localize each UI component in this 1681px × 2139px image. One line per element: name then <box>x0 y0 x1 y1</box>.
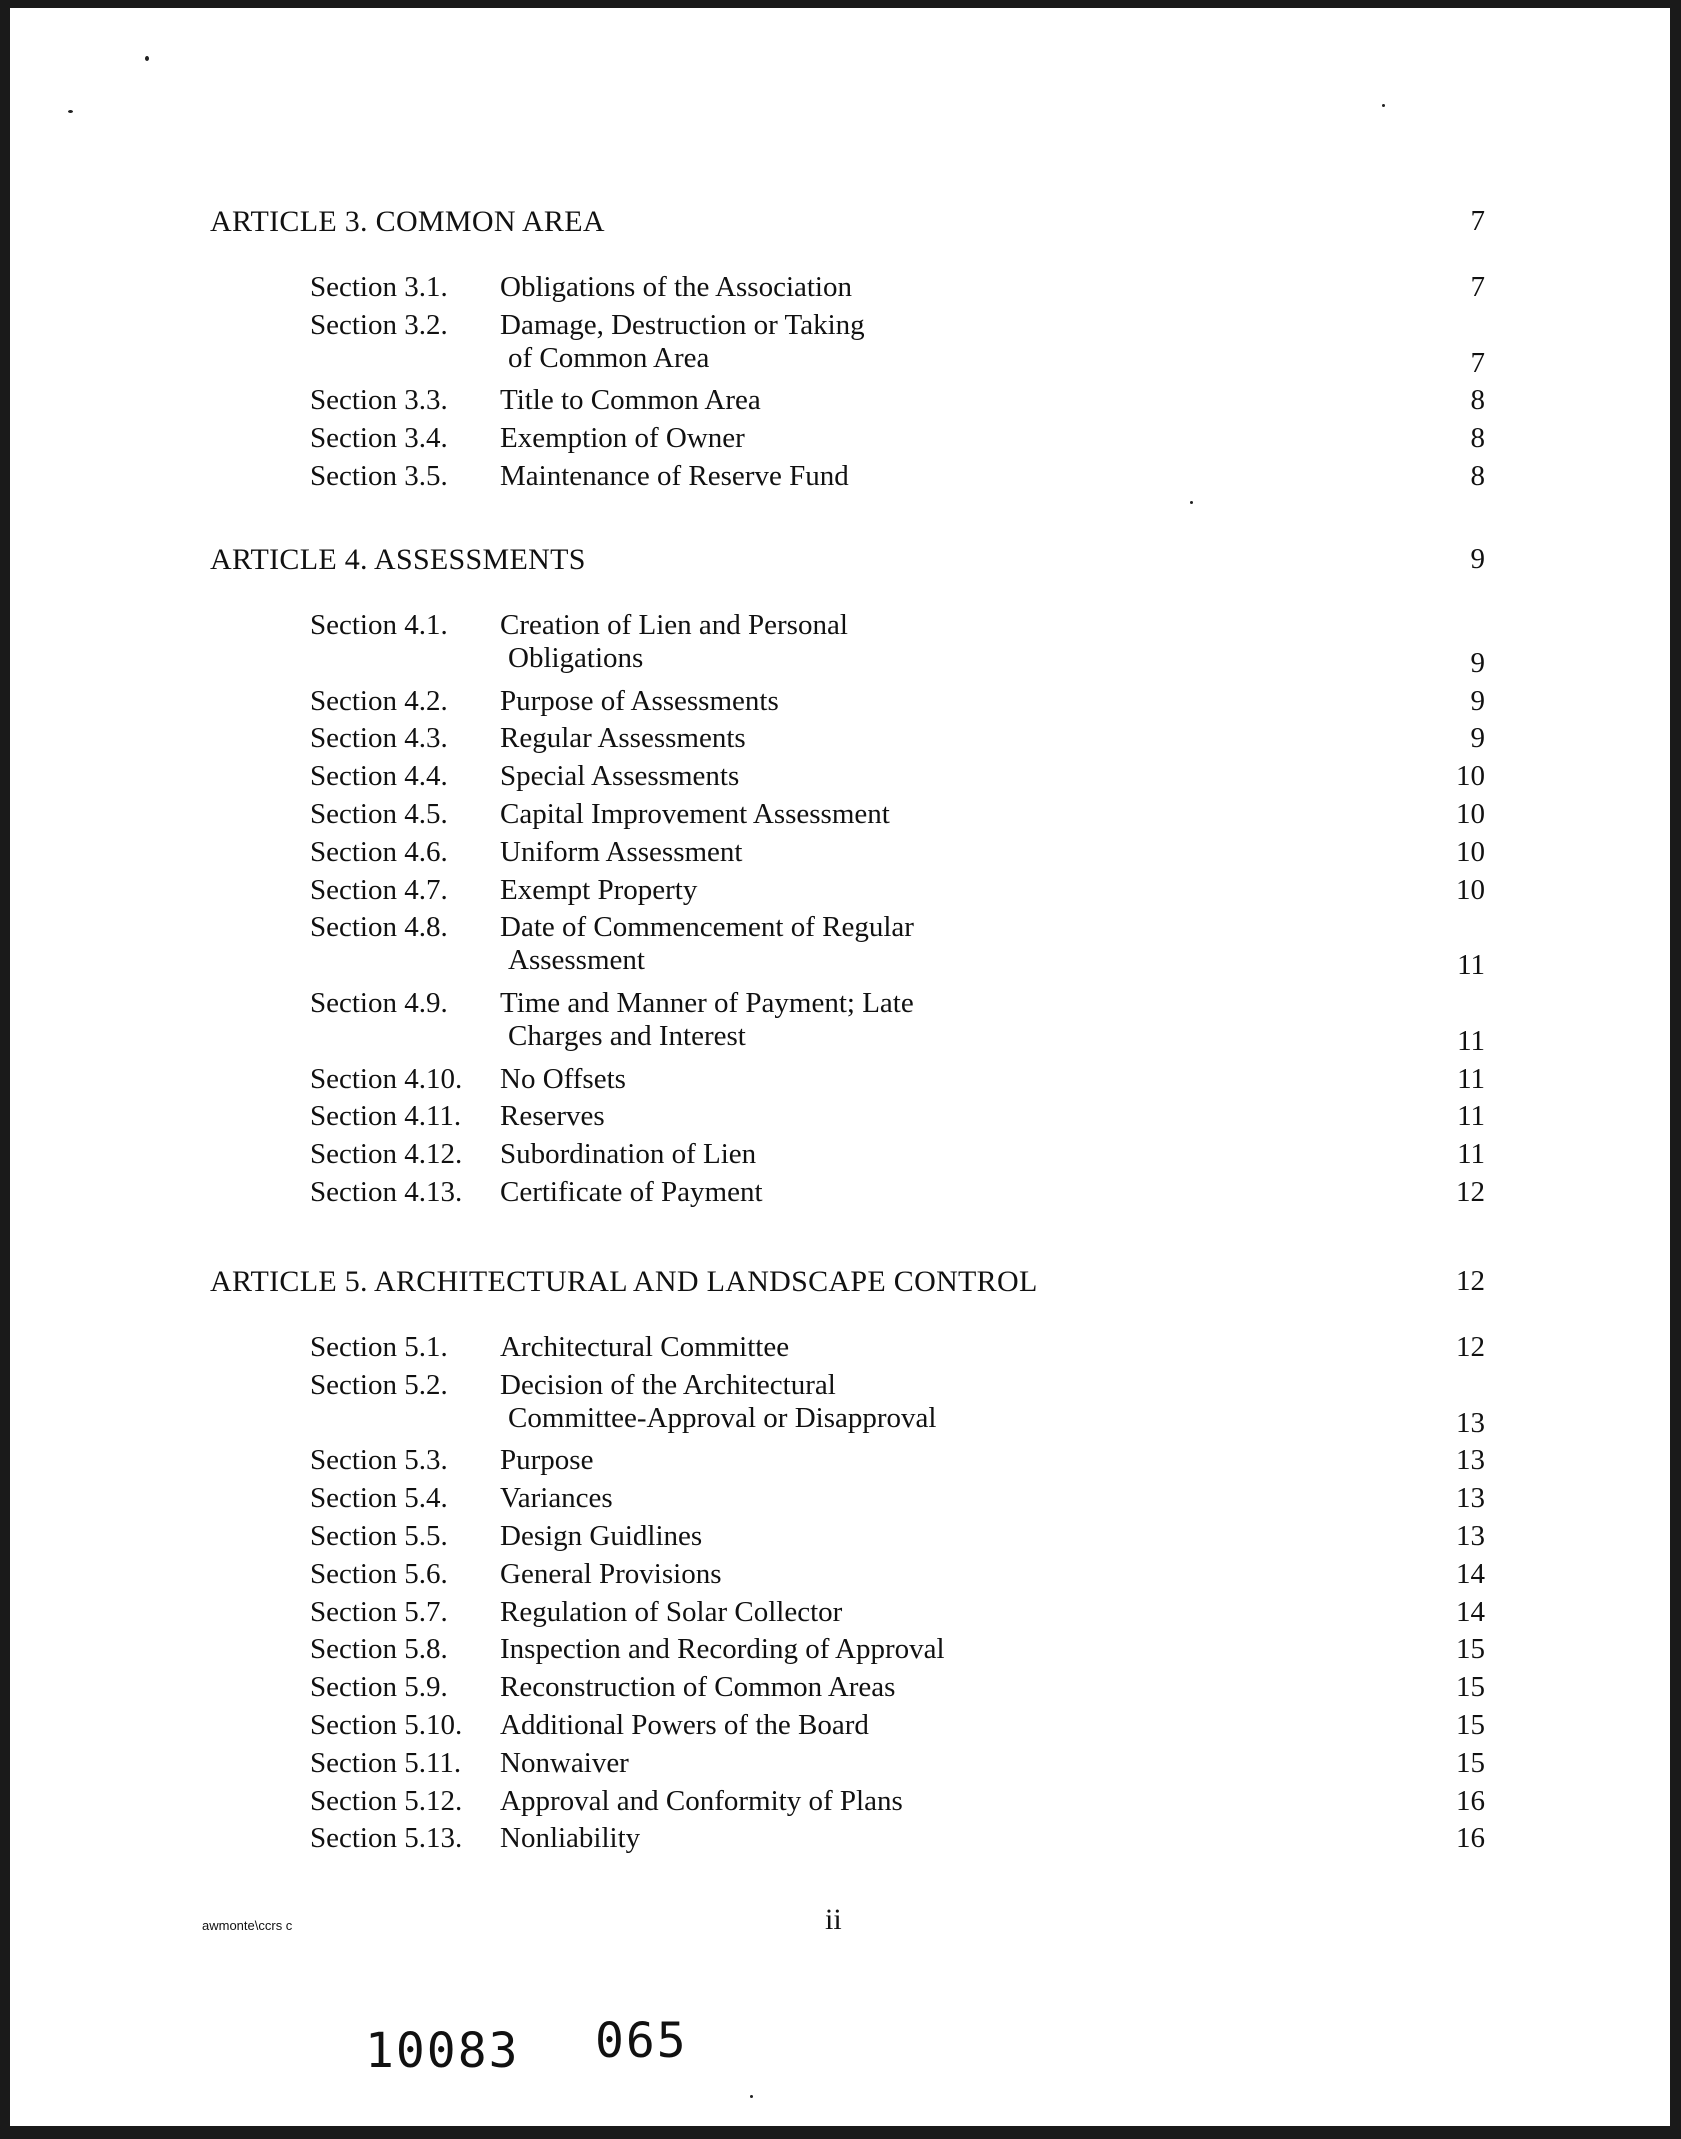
section-page-number: 12 <box>1456 1176 1485 1208</box>
section-title <box>500 1671 895 1704</box>
section-title <box>500 1331 789 1364</box>
section-page-number: 11 <box>1457 1138 1485 1171</box>
section-title-line: General Provisions <box>500 1557 722 1590</box>
footer-file-reference: awmonte\ccrs c <box>202 1918 293 1933</box>
section-page-number: 8 <box>1470 460 1485 492</box>
section-label: Section 4.6. <box>310 835 448 868</box>
section-page-number: 9 <box>1470 684 1485 717</box>
scan-speck <box>1190 501 1193 504</box>
section-label: Section 4.2. <box>310 684 448 717</box>
section-page-number: 13 <box>1456 1444 1485 1477</box>
section-title <box>500 1709 869 1742</box>
section-title <box>500 1633 945 1666</box>
section-page-number: 11 <box>1457 1024 1485 1057</box>
section-title <box>500 1520 702 1553</box>
section-label: Section 4.1. <box>310 609 448 641</box>
section-title-line: Regulation of Solar Collector <box>500 1595 843 1628</box>
article-page-number: 9 <box>1470 543 1485 575</box>
section-page-number: 11 <box>1457 949 1485 982</box>
document-page <box>10 8 1670 2126</box>
section-page-number: 13 <box>1456 1482 1485 1515</box>
section-title-line: Maintenance of Reserve Fund <box>500 460 849 492</box>
article-heading: ARTICLE 4. ASSESSMENTS <box>210 543 586 576</box>
section-title-line: Title to Common Area <box>500 384 761 417</box>
section-label: Section 5.9. <box>310 1671 448 1704</box>
section-title-line: Reconstruction of Common Areas <box>500 1671 896 1704</box>
section-label: Section 5.6. <box>310 1557 448 1590</box>
section-page-number: 8 <box>1470 422 1485 455</box>
section-title <box>500 1100 605 1133</box>
section-label: Section 4.7. <box>310 873 448 906</box>
section-title-line: Purpose of Assessments <box>500 684 779 717</box>
section-title-line: Obligations <box>508 642 644 674</box>
section-title-line: Variances <box>500 1482 613 1515</box>
section-page-number: 10 <box>1456 873 1485 906</box>
section-label: Section 4.3. <box>310 722 448 755</box>
section-label: Section 5.2. <box>310 1368 448 1401</box>
section-title-line: Regular Assessments <box>500 722 746 755</box>
section-title <box>500 1063 626 1096</box>
section-page-number: 15 <box>1456 1671 1485 1704</box>
section-title-line: Committee-Approval or Disapproval <box>508 1401 937 1434</box>
section-title <box>500 1785 903 1818</box>
section-label: Section 5.11. <box>310 1746 462 1779</box>
section-label: Section 5.8. <box>310 1633 448 1666</box>
section-label: Section 5.5. <box>310 1520 448 1552</box>
section-label: Section 5.10. <box>310 1709 463 1741</box>
section-title <box>500 422 745 455</box>
section-title <box>500 1558 722 1591</box>
section-label: Section 4.5. <box>310 798 448 830</box>
section-title <box>500 874 697 907</box>
section-title-line: Purpose <box>500 1444 594 1477</box>
section-page-number: 10 <box>1456 760 1485 793</box>
section-title <box>500 1596 842 1629</box>
section-page-number: 10 <box>1456 835 1485 868</box>
section-title-line: Charges and Interest <box>508 1020 746 1052</box>
section-title <box>500 384 761 417</box>
section-page-number: 13 <box>1456 1406 1485 1439</box>
section-title-line: Nonwaiver <box>500 1746 629 1779</box>
article-page-number: 7 <box>1470 205 1485 237</box>
section-label: Section 5.12. <box>310 1784 463 1817</box>
section-title-line: Obligations of the Association <box>500 271 852 303</box>
section-page-number: 16 <box>1456 1822 1485 1855</box>
scan-speck <box>1382 104 1385 107</box>
section-label: Section 4.12. <box>310 1138 463 1171</box>
section-title-line: Nonliability <box>500 1822 641 1855</box>
section-title-line: Subordination of Lien <box>500 1138 757 1171</box>
section-title <box>500 722 746 755</box>
section-title <box>500 685 779 718</box>
section-page-number: 12 <box>1456 1331 1485 1363</box>
section-title <box>500 760 739 793</box>
section-label: Section 4.10. <box>310 1062 463 1095</box>
section-title <box>500 987 914 1053</box>
stamp-number-left: 10083 <box>365 2023 520 2079</box>
scan-speck <box>750 2095 753 2098</box>
section-title <box>500 1176 763 1209</box>
footer-page-number: ii <box>825 1903 842 1936</box>
section-title-line: Approval and Conformity of Plans <box>500 1784 903 1817</box>
section-title-line: Architectural Committee <box>500 1331 790 1363</box>
section-title-line: Reserves <box>500 1100 605 1133</box>
article-heading: ARTICLE 5. ARCHITECTURAL AND LANDSCAPE CONTROL <box>210 1265 1038 1298</box>
section-page-number: 9 <box>1470 646 1485 679</box>
section-page-number: 7 <box>1470 346 1485 379</box>
section-title-line: No Offsets <box>500 1062 626 1095</box>
section-label: Section 5.3. <box>310 1444 448 1477</box>
section-title-line: Design Guidlines <box>500 1520 703 1552</box>
section-title-line: Inspection and Recording of Approval <box>500 1633 945 1666</box>
section-title <box>500 1138 756 1171</box>
section-title-line: Creation of Lien and Personal <box>500 609 848 641</box>
section-label: Section 4.9. <box>310 987 448 1019</box>
section-title <box>500 309 865 375</box>
section-title-line: Capital Improvement Assessment <box>500 798 890 830</box>
section-page-number: 13 <box>1456 1520 1485 1552</box>
section-title <box>500 1444 593 1477</box>
section-title <box>500 1747 629 1780</box>
section-title-line: Exemption of Owner <box>500 422 745 455</box>
section-title <box>500 271 852 304</box>
scan-speck <box>68 110 73 113</box>
section-label: Section 3.1. <box>310 271 448 303</box>
section-title-line: Exempt Property <box>500 873 698 906</box>
section-title-line: Time and Manner of Payment; Late <box>500 987 914 1019</box>
section-label: Section 4.8. <box>310 911 448 944</box>
section-title <box>500 1482 613 1515</box>
section-label: Section 3.3. <box>310 384 448 417</box>
section-page-number: 14 <box>1456 1557 1485 1590</box>
section-label: Section 3.4. <box>310 422 448 455</box>
section-title <box>500 798 890 831</box>
section-page-number: 9 <box>1470 722 1485 755</box>
section-title <box>500 609 848 675</box>
section-label: Section 5.4. <box>310 1482 448 1515</box>
section-title <box>500 1822 640 1855</box>
section-title-line: Decision of the Architectural <box>500 1368 836 1401</box>
section-page-number: 11 <box>1457 1062 1485 1095</box>
article-page-number: 12 <box>1456 1265 1485 1297</box>
section-title <box>500 911 914 977</box>
section-label: Section 4.11. <box>310 1100 462 1133</box>
section-page-number: 14 <box>1456 1595 1485 1628</box>
article-heading: ARTICLE 3. COMMON AREA <box>210 205 605 238</box>
section-title-line: Assessment <box>508 944 645 977</box>
section-label: Section 4.4. <box>310 760 448 793</box>
section-title <box>500 836 742 869</box>
section-label: Section 3.2. <box>310 308 448 341</box>
section-title <box>500 460 849 493</box>
section-label: Section 4.13. <box>310 1176 463 1208</box>
section-title-line: Uniform Assessment <box>500 835 743 868</box>
section-title-line: Additional Powers of the Board <box>500 1709 869 1741</box>
section-page-number: 15 <box>1456 1709 1485 1741</box>
scan-speck <box>145 56 149 61</box>
section-title-line: Date of Commencement of Regular <box>500 911 914 944</box>
stamp-number-right: 065 <box>595 2013 688 2069</box>
section-label: Section 5.1. <box>310 1331 448 1363</box>
section-title-line: Special Assessments <box>500 760 740 793</box>
section-label: Section 5.7. <box>310 1595 448 1628</box>
section-title-line: Certificate of Payment <box>500 1176 763 1208</box>
section-title <box>500 1369 936 1435</box>
section-title-line: of Common Area <box>508 341 710 374</box>
section-page-number: 8 <box>1470 384 1485 417</box>
section-page-number: 11 <box>1457 1100 1485 1133</box>
section-page-number: 7 <box>1470 271 1485 303</box>
section-label: Section 3.5. <box>310 460 448 492</box>
section-page-number: 10 <box>1456 798 1485 830</box>
section-title-line: Damage, Destruction or Taking <box>500 308 865 341</box>
section-page-number: 16 <box>1456 1784 1485 1817</box>
section-label: Section 5.13. <box>310 1822 463 1855</box>
section-page-number: 15 <box>1456 1633 1485 1666</box>
section-page-number: 15 <box>1456 1746 1485 1779</box>
